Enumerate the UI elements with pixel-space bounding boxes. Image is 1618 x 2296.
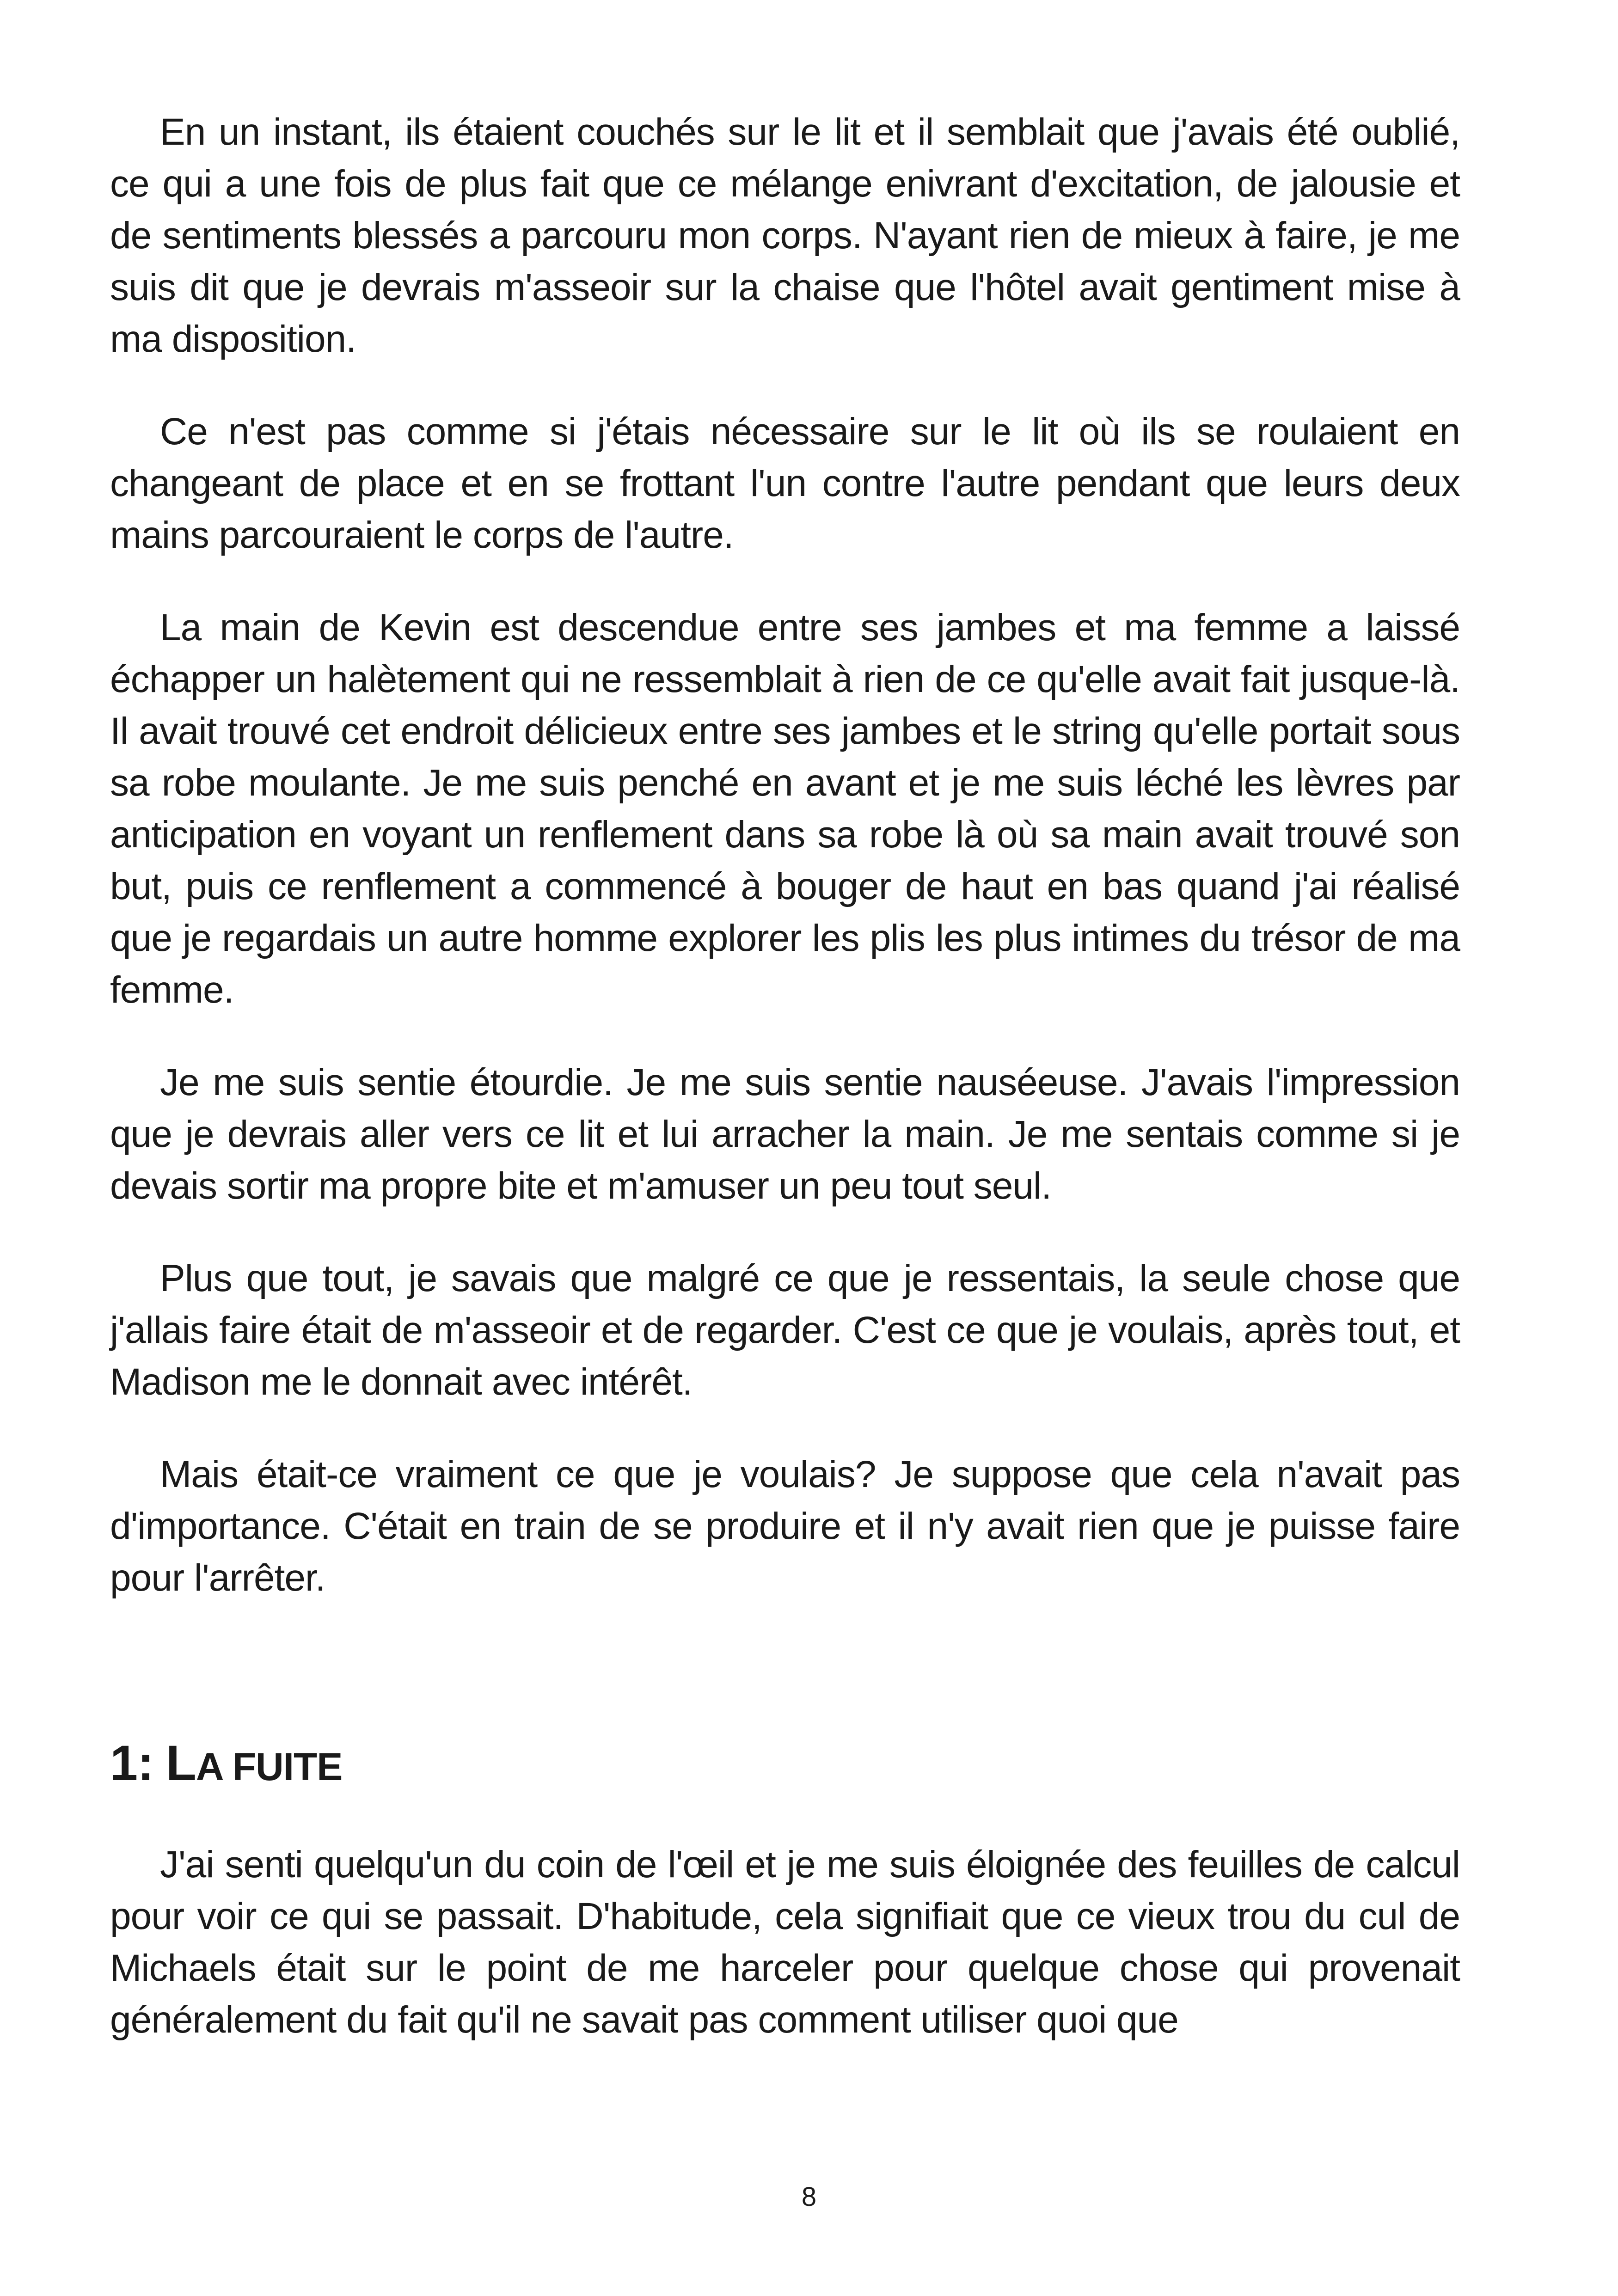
body-paragraph: La main de Kevin est descendue entre ses jambes et ma femme a laissé échapper un halètement qui ne ressemblait à rien de ce qu'elle avait fait jusque-là. Il avait trouvé cet endroit délicieux entre ses jambes et le string qu'elle portait sous sa robe moulante. Je me suis penché en avant et je me suis léché les lèvres par anticipation en voyant un renflement dans sa robe là où sa main avait trouvé son but, puis ce renflement a commencé à bouger de haut en bas quand j'ai réalisé que je regardais un autre homme explorer les plis les plus intimes du trésor de ma femme.: [110, 606, 1460, 1011]
chapter-title-rest: A FUITE: [196, 1745, 343, 1788]
body-paragraph: Je me suis sentie étourdie. Je me suis sentie nauséeuse. J'avais l'impression que je devrais aller vers ce lit et lui arracher la main. Je me sentais comme si je devais sortir ma propre bite et m'amuser un peu tout seul.: [110, 1061, 1460, 1207]
body-paragraph: En un instant, ils étaient couchés sur le lit et il semblait que j'avais été oublié, ce qui a une fois de plus fait que ce mélange enivrant d'excitation, de jalousie et de sentiments blessés a parcouru mon corps. N'ayant rien de mieux à faire, je me suis dit que je devrais m'asseoir sur la chaise que l'hôtel avait gentiment mise à ma disposition.: [110, 111, 1460, 360]
page-number: 8: [801, 2182, 817, 2212]
page-body: [110, 106, 1460, 2087]
body-paragraph: Plus que tout, je savais que malgré ce que je ressentais, la seule chose que j'allais faire était de m'asseoir et de regarder. C'est ce que je voulais, après tout, et Madison me le donnait avec intérêt.: [110, 1257, 1460, 1403]
chapter-title-first-letter: L: [165, 1735, 196, 1791]
body-paragraph: J'ai senti quelqu'un du coin de l'œil et je me suis éloignée des feuilles de calcul pour voir ce qui se passait. D'habitude, cela signifiait que ce vieux trou du cul de Michaels était sur le point de me harceler pour quelque chose qui provenait généralement du fait qu'il ne savait pas comment utiliser quoi que: [110, 1843, 1460, 2041]
body-paragraph: Ce n'est pas comme si j'étais nécessaire sur le lit où ils se roulaient en changeant de place et en se frottant l'un contre l'autre pendant que leurs deux mains parcouraient le corps de l'autre.: [110, 410, 1460, 556]
chapter-number: 1:: [110, 1735, 154, 1791]
body-paragraph: Mais était-ce vraiment ce que je voulais? Je suppose que cela n'avait pas d'importance. C'était en train de se produire et il n'y avait rien que je puisse faire pour l'arrêter.: [110, 1453, 1460, 1599]
chapter-heading: [110, 1735, 1460, 1794]
